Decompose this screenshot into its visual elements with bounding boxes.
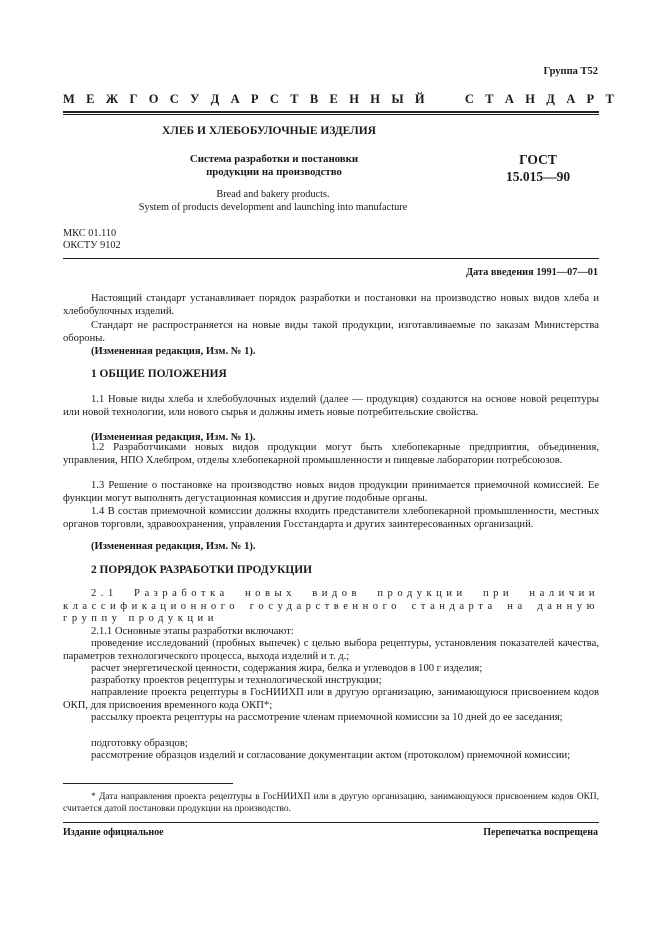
stage-item-2: расчет энергетической ценности, содержания жира, белка и углеводов в 100 г изделия;: [91, 663, 483, 674]
subtitle-line-2: продукции на производство: [206, 166, 342, 178]
clause-2-1: 2.1 Разработка новых видов продукции при наличии классификационного государственного стандарта на данную группу продукции: [63, 588, 599, 624]
band-rule-bottom: [63, 114, 599, 115]
english-title-2: System of products development and launching into manufacture: [138, 202, 408, 213]
footer-rule: [63, 822, 599, 823]
section-2-heading: 2 ПОРЯДОК РАЗРАБОТКИ ПРОДУКЦИИ: [91, 564, 312, 576]
footnote: * Дата направления проекта рецептуры в ГосНИИХП или в другую организацию, занимающуюся присвоением кодов ОКП, считается датой постановки продукции на производство.: [63, 792, 599, 814]
intro-amendment: (Измененная редакция, Изм. № 1).: [91, 346, 256, 357]
footer-right: Перепечатка воспрещена: [483, 827, 598, 838]
clause-1-3: 1.3 Решение о постановке на производство новых видов продукции принимается приемочной комиссией. Ее функции могут выполнять дегустационная комиссия и другие подобные органы.: [63, 480, 599, 504]
stage-item-5: рассылку проекта рецептуры на рассмотрение членам приемочной комиссии за 10 дней до ее заседания;: [91, 712, 563, 723]
intro-paragraph-2: Стандарт не распространяется на новые виды такой продукции, изготавливаемые по заказам Министерства обороны.: [63, 320, 599, 344]
band-rule-top: [63, 111, 599, 113]
stage-item-4: направление проекта рецептуры в ГосНИИХП или в другую организацию, занимающуюся присвоением кодов ОКП, для присвоения временного кода ОКП*;: [63, 687, 599, 711]
clause-1-4: 1.4 В состав приемочной комиссии должны входить представители хлебопекарной промышленности, местных органов торговли, здравоохранения, управления Госстандарта и других заинтересованных организаций.: [63, 506, 599, 530]
clause-2-1-1: 2.1.1 Основные этапы разработки включают:: [91, 626, 294, 637]
stage-item-1: проведение исследований (пробных выпечек) с целью выбора рецептуры, установления показателей качества, параметров технологического процесса, выхода изделий и т. д.;: [63, 638, 599, 662]
mks-code: МКС 01.110: [63, 228, 117, 239]
effective-date: Дата введения 1991—07—01: [466, 267, 598, 278]
standard-band: М Е Ж Г О С У Д А Р С Т В Е Н Н Ы Й С Т А Н Д А Р Т: [63, 92, 618, 106]
gost-label: ГОСТ: [519, 152, 557, 167]
stage-item-3: разработку проектов рецептуры и технологической инструкции;: [91, 675, 382, 686]
subtitle-line-1: Система разработки и постановки: [189, 153, 359, 165]
intro-paragraph-1: Настоящий стандарт устанавливает порядок разработки и постановки на производство новых видов хлеба и хлебобулочных изделий.: [63, 293, 599, 317]
footer-left: Издание официальное: [63, 827, 164, 838]
english-title-1: Bread and bakery products.: [216, 189, 330, 200]
gost-number: 15.015—90: [505, 169, 571, 184]
section-1-heading: 1 ОБЩИЕ ПОЛОЖЕНИЯ: [91, 368, 227, 380]
clause-1-2: 1.2 Разработчиками новых видов продукции могут быть хлебопекарные предприятия, объединения, управления, НПО Хлебпром, отделы хлебопекарной промышленности и пищевые лаборатории потребсоюзов.: [63, 442, 599, 466]
stage-item-6: подготовку образцов;: [91, 738, 188, 749]
group-code: Группа Т52: [543, 66, 598, 77]
clause-1-1: 1.1 Новые виды хлеба и хлебобулочных изделий (далее — продукция) создаются на основе новой рецептуры или новой технологии, или нового сырья и должны иметь новые потребительские свойства.: [63, 394, 599, 418]
clause-1-4-amendment: (Измененная редакция, Изм. № 1).: [91, 541, 256, 552]
codes-rule: [63, 258, 599, 259]
okstu-code: ОКСТУ 9102: [63, 240, 121, 251]
clause-1-1-amendment: (Измененная редакция, Изм. № 1).: [91, 432, 256, 443]
stage-item-7: рассмотрение образцов изделий и согласование документации актом (протоколом) приемочной комиссии;: [91, 750, 571, 761]
document-title: ХЛЕБ И ХЛЕБОБУЛОЧНЫЕ ИЗДЕЛИЯ: [162, 125, 376, 137]
footnote-rule: [63, 783, 233, 784]
